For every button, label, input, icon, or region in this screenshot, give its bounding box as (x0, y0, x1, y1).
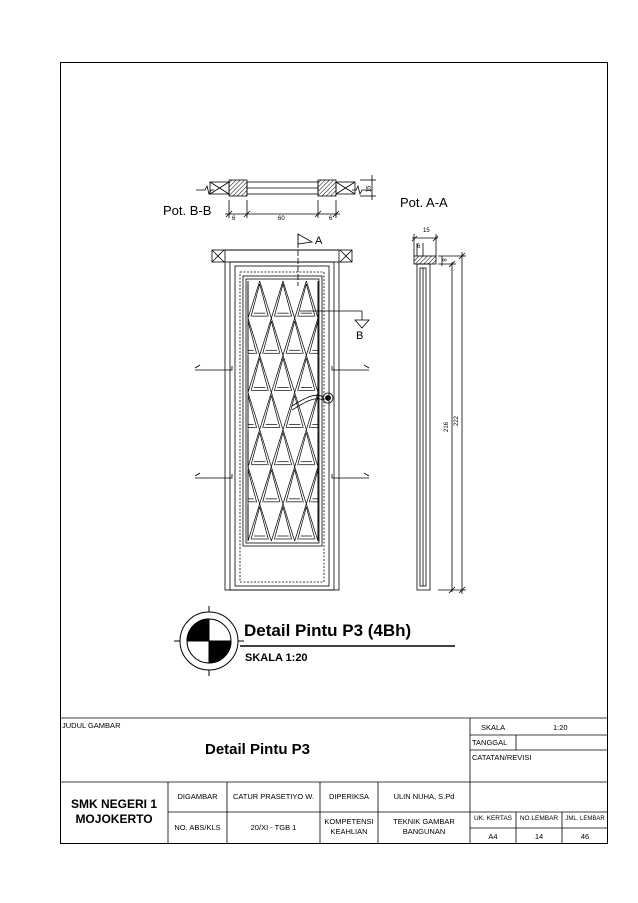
no-lembar-value: 14 (534, 832, 544, 841)
grille-bar (283, 318, 295, 355)
grille-bar (260, 430, 272, 467)
grille-bar (306, 433, 315, 466)
grille-bar (260, 281, 272, 318)
grille-bar (283, 433, 292, 466)
grille-bar (260, 507, 269, 540)
skala-label: SKALA (481, 723, 506, 732)
uk-kertas-value: A4 (488, 832, 498, 841)
grille-bar (274, 284, 283, 317)
grille-bar (248, 470, 257, 503)
grille-bar (248, 392, 260, 429)
grille-bar (271, 392, 283, 429)
grille-bar (306, 430, 318, 467)
grille-bar (306, 504, 318, 541)
grille-bar (248, 504, 260, 541)
dim-bb-height: 15 (366, 185, 373, 193)
grille-bar (306, 284, 315, 317)
tanggal-label: TANGGAL (472, 738, 508, 747)
grille-pattern (248, 281, 318, 541)
dim-bb-left: 6 (232, 216, 236, 222)
grille-bar (283, 284, 292, 317)
diperiksa-value: ULIN NUHA, S.Pd (393, 792, 455, 801)
grille-bar (306, 392, 318, 429)
judul-label: JUDUL GAMBAR (62, 721, 121, 730)
grille-bar (295, 470, 304, 503)
school-line-1: SMK NEGERI 1 (70, 797, 157, 811)
grille-bar (309, 321, 318, 354)
kompetensi-label-line-1: KOMPETENSI (324, 817, 374, 826)
section-marker-b: B (356, 330, 364, 342)
dim-aa-small: 6 (417, 244, 421, 250)
grille-bar (283, 355, 295, 392)
dim-bb-mid: 60 (278, 216, 285, 222)
grille-bar (286, 395, 295, 428)
section-aa-label: Pot. A-A (400, 195, 448, 210)
north-style-symbol (174, 606, 455, 676)
grille-bar (260, 284, 269, 317)
grille-bar (295, 467, 307, 504)
grille-bar (271, 318, 283, 355)
kompetensi-value-line-2: BANGUNAN (402, 826, 446, 836)
grille-bar (248, 355, 260, 392)
grille-bar (248, 395, 257, 428)
grille-bar (271, 467, 283, 504)
digambar-label: DIGAMBAR (177, 792, 218, 801)
grille-bar (283, 467, 295, 504)
catatan-label: CATATAN/REVISI (472, 753, 532, 762)
grille-bar (295, 318, 307, 355)
grille-bar (283, 507, 292, 540)
grille-bar (295, 355, 307, 392)
diperiksa-label: DIPERIKSA (328, 792, 369, 801)
digambar-value: CATUR PRASETIYO W. (232, 792, 315, 801)
grille-bar (306, 467, 318, 504)
grille-bar (309, 470, 318, 503)
jml-lembar-value: 46 (580, 832, 590, 841)
grille-bar (271, 430, 283, 467)
grille-bar (283, 281, 295, 318)
kompetensi-value-line-1: TEKNIK GAMBAR (393, 817, 455, 826)
grille-bar (251, 433, 260, 466)
section-bb-label: Pot. B-B (163, 203, 212, 218)
section-aa (412, 234, 466, 594)
kompetensi-label-line-2: KEAHLIAN (330, 826, 368, 836)
grille-bar (298, 433, 307, 466)
grille-bar (251, 284, 260, 317)
jml-lembar-label: JML. LEMBAR (565, 816, 605, 822)
section-bb (196, 175, 376, 218)
grille-bar (260, 318, 272, 355)
dim-aa-top: 8 (442, 258, 449, 262)
school-name (62, 797, 166, 827)
no-lembar-label: NO.LEMBAR (519, 815, 559, 822)
noabs-value: 20/XI - TGB 1 (250, 823, 297, 832)
grille-bar (260, 467, 272, 504)
grille-bar (306, 281, 318, 318)
dim-aa-total-height: 222 (454, 415, 461, 427)
kompetensi-value (378, 817, 470, 837)
grille-bar (251, 507, 260, 540)
grille-bar (283, 430, 295, 467)
grille-bar (260, 504, 272, 541)
grille-bar (260, 358, 269, 391)
skala-value: 1:20 (553, 723, 568, 732)
detail-title: Detail Pintu P3 (4Bh) (244, 621, 412, 640)
grille-bar (248, 321, 257, 354)
grille-bar (263, 321, 272, 354)
grille-bar (274, 358, 283, 391)
grille-bar (274, 507, 283, 540)
grille-bar (298, 358, 307, 391)
dim-bb-right: 6 (329, 216, 333, 222)
grille-bar (295, 392, 307, 429)
grille-bar (306, 355, 318, 392)
grille-bar (260, 433, 269, 466)
grille-bar (271, 321, 280, 354)
grille-bar (271, 395, 280, 428)
grille-bar (286, 321, 295, 354)
grille-bar (298, 507, 307, 540)
uk-kertas-label: UK. KERTAS (473, 815, 513, 822)
grille-bar (271, 355, 283, 392)
grille-bar (271, 281, 283, 318)
judul-value: Detail Pintu P3 (205, 741, 311, 758)
section-marker-a: A (315, 235, 323, 247)
grille-bar (263, 470, 272, 503)
grille-bar (283, 504, 295, 541)
grille-bar (248, 318, 260, 355)
grille-bar (283, 392, 295, 429)
grille-bar (295, 430, 307, 467)
kompetensi-label (320, 817, 378, 837)
grille-bar (306, 358, 315, 391)
grille-bar (248, 467, 260, 504)
dim-aa-inner-height: 216 (444, 421, 451, 433)
grille-bar (248, 430, 260, 467)
school-line-2: MOJOKERTO (75, 812, 153, 826)
dim-aa-width: 15 (423, 228, 430, 234)
grille-bar (251, 358, 260, 391)
grille-bar (271, 504, 283, 541)
grille-bar (295, 281, 307, 318)
grille-bar (295, 504, 307, 541)
grille-bar (286, 470, 295, 503)
detail-scale: SKALA 1:20 (245, 652, 308, 664)
grille-bar (298, 284, 307, 317)
grille-bar (248, 281, 260, 318)
grille-bar (295, 321, 304, 354)
grille-bar (260, 392, 272, 429)
noabs-label: NO. ABS/KLS (174, 823, 221, 832)
grille-bar (283, 358, 292, 391)
grille-bar (306, 318, 318, 355)
grille-bar (260, 355, 272, 392)
grille-bar (274, 433, 283, 466)
grille-bar (263, 395, 272, 428)
grille-bar (271, 470, 280, 503)
grille-bar (306, 507, 315, 540)
